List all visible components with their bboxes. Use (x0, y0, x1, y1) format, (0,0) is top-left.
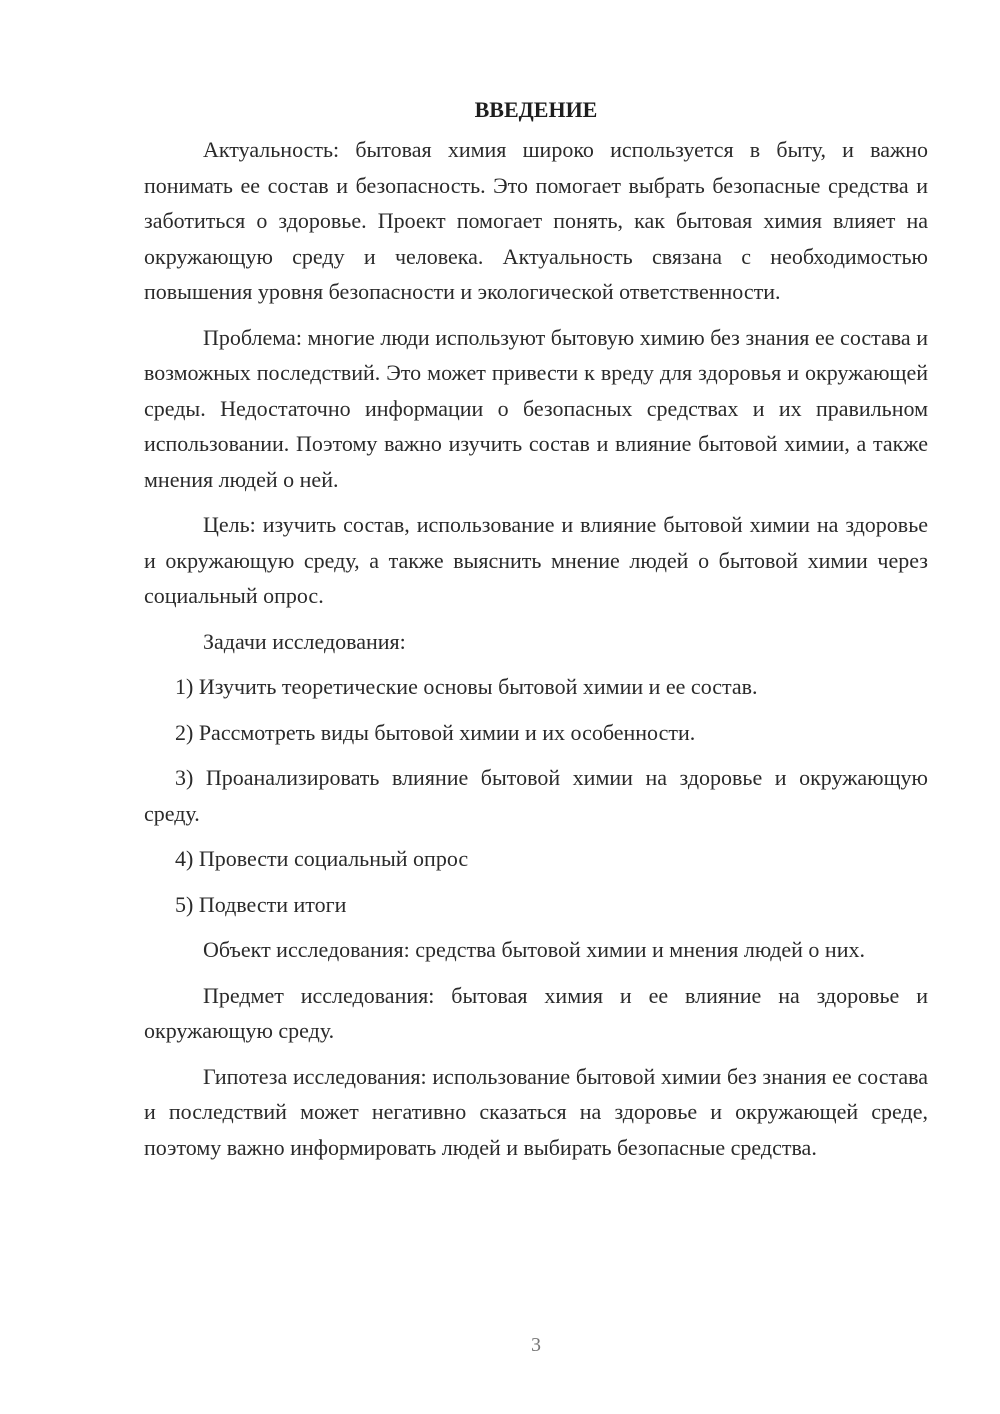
goal-paragraph: Цель: изучить состав, использование и влияние бытовой химии на здоровье и окружающую среду, а также выяснить мнение людей о бытовой химии через социальный опрос. (144, 512, 928, 608)
problem-paragraph: Проблема: многие люди используют бытовую химию без знания ее состава и возможных последствий. Это может привести к вреду для здоровья и окружающей среды. Недостаточно информации о безопасных средствах и их правильном использовании. Поэтому важно изучить состав и влияние бытовой химии, а также мнения людей о ней. (144, 324, 928, 492)
task-item-5: 5) Подвести итоги (175, 891, 347, 917)
section-title: ВВЕДЕНИЕ (474, 97, 598, 122)
task-item-1: 1) Изучить теоретические основы бытовой химии и ее состав. (175, 674, 758, 699)
task-item-2: 2) Рассмотреть виды бытовой химии и их особенности. (175, 719, 696, 745)
task-item-3: 3) Проанализировать влияние бытовой химии на здоровье и окружающую среду. (144, 765, 928, 826)
subject-paragraph: Предмет исследования: бытовая химия и ее влияние на здоровье и окружающую среду. (144, 982, 928, 1043)
tasks-heading: Задачи исследования: (203, 628, 406, 654)
relevance-paragraph: Актуальность: бытовая химия широко используется в быту, и важно понимать ее состав и безопасность. Это помогает выбрать безопасные средства и заботиться о здоровье. Проект помогает понять, как бытовая химия влияет на окружающую среду и человека. Актуальность связана с необходимостью повышения уровня безопасности и экологической ответственности. (144, 137, 928, 304)
document-page (144, 92, 928, 1165)
object-paragraph: Объект исследования: средства бытовой химии и мнения людей о них. (203, 937, 865, 962)
hypothesis-paragraph: Гипотеза исследования: использование бытовой химии без знания ее состава и последствий может негативно сказаться на здоровье и окружающей среде, поэтому важно информировать людей и выбирать безопасные средства. (144, 1063, 928, 1160)
task-item-4: 4) Провести социальный опрос (175, 846, 469, 871)
page-number: 3 (531, 1334, 541, 1356)
